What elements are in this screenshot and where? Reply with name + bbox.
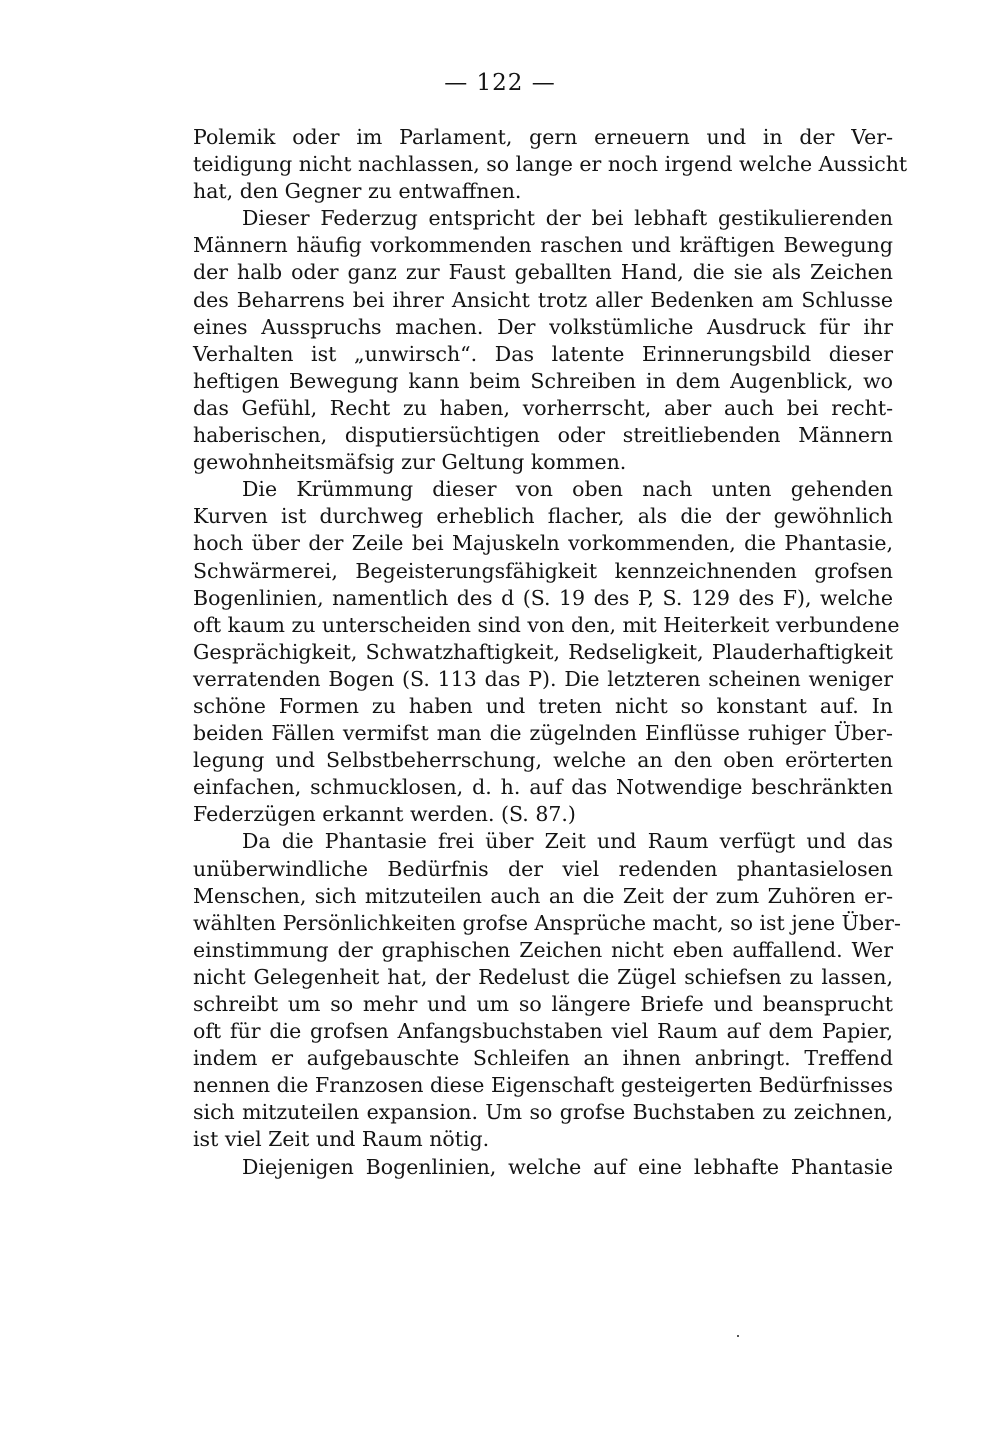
text-line: nicht Gelegenheit hat, der Redelust die Zügel schiefsen zu lassen, xyxy=(193,964,893,989)
text-line: beiden Fällen vermifst man die zügelnden Einflüsse ruhiger Über- xyxy=(193,721,893,746)
text-line: Polemik oder im Parlament, gern erneuern und in der Ver- xyxy=(193,125,893,149)
text-line: gewohnheitsmäfsig zur Geltung kommen. xyxy=(193,450,627,475)
text-line: indem er aufgebauschte Schleifen an ihnen anbringt. Treffend xyxy=(193,1046,893,1071)
page-number: — 122 — xyxy=(444,70,556,96)
text-line: unüberwindliche Bedürfnis der viel redenden phantasielosen xyxy=(193,856,893,881)
print-speck xyxy=(737,1335,739,1337)
text-line: einstimmung der graphischen Zeichen nicht eben auffallend. Wer xyxy=(193,937,893,962)
text-line: Da die Phantasie frei über Zeit und Raum verfügt und das xyxy=(242,829,893,854)
text-line: legung und Selbstbeherrschung, welche an den oben erörterten xyxy=(193,748,893,773)
text-line: oft für die grofsen Anfangsbuchstaben viel Raum auf dem Papier, xyxy=(193,1019,893,1044)
text-line: Menschen, sich mitzuteilen auch an die Zeit der zum Zuhören er- xyxy=(193,883,893,908)
text-line: hat, den Gegner zu entwaffnen. xyxy=(193,179,522,204)
text-line: teidigung nicht nachlassen, so lange er noch irgend welche Aussicht xyxy=(193,152,908,177)
text-line: wählten Persönlichkeiten grofse Ansprüche macht, so ist jene Über- xyxy=(193,910,901,935)
text-line: oft kaum zu unterscheiden sind von den, mit Heiterkeit verbundene xyxy=(193,612,900,637)
text-line: Kurven ist durchweg erheblich flacher, als die der gewöhnlich xyxy=(193,504,893,529)
text-line: das Gefühl, Recht zu haben, vorherrscht, aber auch bei recht- xyxy=(193,395,893,420)
text-line: eines Ausspruchs machen. Der volkstümliche Ausdruck für ihr xyxy=(193,314,893,339)
text-line: schöne Formen zu haben und treten nicht so konstant auf. In xyxy=(193,693,893,718)
text-line: Bogenlinien, namentlich des d (S. 19 des P, S. 129 des F), welche xyxy=(193,585,893,610)
text-line: haberischen, disputiersüchtigen oder streitliebenden Männern xyxy=(193,423,893,448)
text-line: verratenden Bogen (S. 113 das P). Die letzteren scheinen weniger xyxy=(193,666,893,691)
text-line: Dieser Federzug entspricht der bei lebhaft gestikulierenden xyxy=(242,206,893,231)
text-line: schreibt um so mehr und um so längere Briefe und beansprucht xyxy=(193,992,893,1016)
text-line: Federzügen erkannt werden. (S. 87.) xyxy=(193,802,576,827)
text-line: hoch über der Zeile bei Majuskeln vorkommenden, die Phantasie, xyxy=(193,531,893,556)
text-line: nennen die Franzosen diese Eigenschaft gesteigerten Bedürfnisses xyxy=(193,1073,893,1098)
text-line: der halb oder ganz zur Faust geballten Hand, die sie als Zeichen xyxy=(193,260,893,285)
text-line: Verhalten ist „unwirsch“. Das latente Erinnerungsbild dieser xyxy=(193,341,893,366)
text-line: ist viel Zeit und Raum nötig. xyxy=(193,1127,490,1152)
text-line: Gesprächigkeit, Schwatzhaftigkeit, Redseligkeit, Plauderhaftigkeit xyxy=(193,639,893,664)
text-line: heftigen Bewegung kann beim Schreiben in dem Augenblick, wo xyxy=(193,368,893,393)
text-line: Schwärmerei, Begeisterungsfähigkeit kennzeichnenden grofsen xyxy=(193,558,893,583)
text-line: einfachen, schmucklosen, d. h. auf das Notwendige beschränkten xyxy=(193,775,893,800)
text-line: Diejenigen Bogenlinien, welche auf eine lebhafte Phantasie xyxy=(242,1154,893,1179)
text-line: Die Krümmung dieser von oben nach unten gehenden xyxy=(242,477,893,502)
text-line: Männern häufig vorkommenden raschen und kräftigen Bewegung xyxy=(193,233,893,258)
body-text xyxy=(193,124,908,1181)
text-line: sich mitzuteilen expansion. Um so grofse Buchstaben zu zeichnen, xyxy=(193,1100,893,1125)
text-line: des Beharrens bei ihrer Ansicht trotz aller Bedenken am Schlusse xyxy=(193,287,893,312)
